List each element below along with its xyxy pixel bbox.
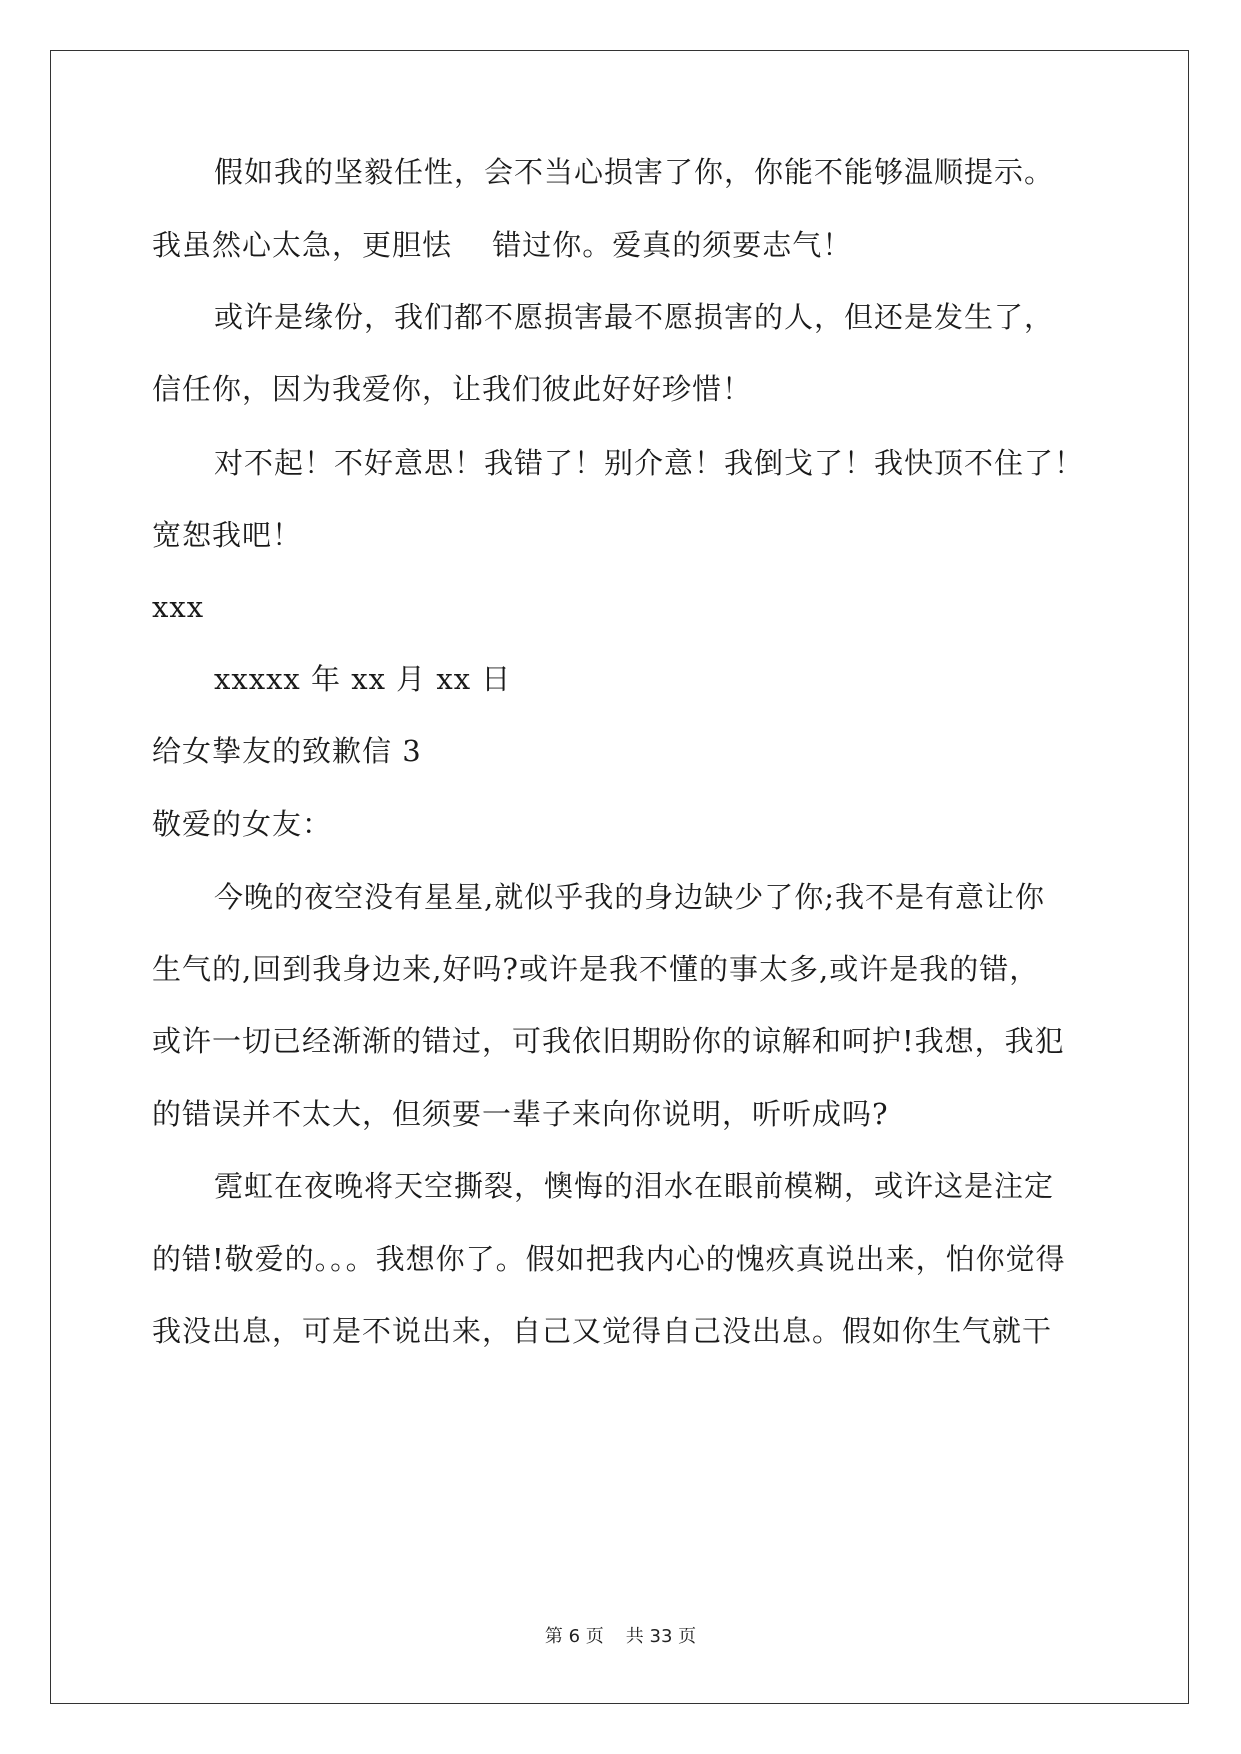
paragraph-line: 今晚的夜空没有星星,就似乎我的身边缺少了你;我不是有意让你 [214,880,1045,914]
paragraph-line: 的错误并不太大，但须要一辈子来向你说明，听听成吗? [152,1097,889,1131]
page-number: 第 6 页 [544,1626,604,1647]
paragraph-line: 假如我的坚毅任性，会不当心损害了你，你能不能够温顺提示。 [214,155,1055,189]
paragraph-line: 我虽然心太急，更胆怯 错过你。爱真的须要志气！ [152,228,853,262]
salutation: 敬爱的女友： [152,807,333,841]
section-heading: 给女挚友的致歉信 3 [152,734,422,768]
page-footer [0,1622,1241,1648]
date-line: xxxxx 年 xx 月 xx 日 [214,662,512,696]
page-total: 共 33 页 [625,1626,697,1647]
signature-line: xxx [152,590,205,624]
paragraph-line: 生气的,回到我身边来,好吗?或许是我不懂的事太多,或许是我的错， [152,952,1040,986]
paragraph-line: 信任你，因为我爱你，让我们彼此好好珍惜！ [152,372,753,406]
paragraph-line: 宽恕我吧！ [152,518,303,552]
paragraph-line: 或许一切已经渐渐的错过，可我依旧期盼你的谅解和呵护!我想，我犯 [152,1024,1065,1058]
paragraph-line: 或许是缘份，我们都不愿损害最不愿损害的人，但还是发生了， [214,300,1055,334]
paragraph-line: 我没出息，可是不说出来，自己又觉得自己没出息。假如你生气就干 [152,1314,1053,1348]
paragraph-line: 霓虹在夜晚将天空撕裂，懊悔的泪水在眼前模糊，或许这是注定 [214,1169,1055,1203]
paragraph-line: 的错!敬爱的。。。我想你了。假如把我内心的愧疚真说出来，怕你觉得 [152,1242,1066,1276]
paragraph-line: 对不起！不好意思！我错了！别介意！我倒戈了！我快顶不住了！ [214,446,1085,480]
